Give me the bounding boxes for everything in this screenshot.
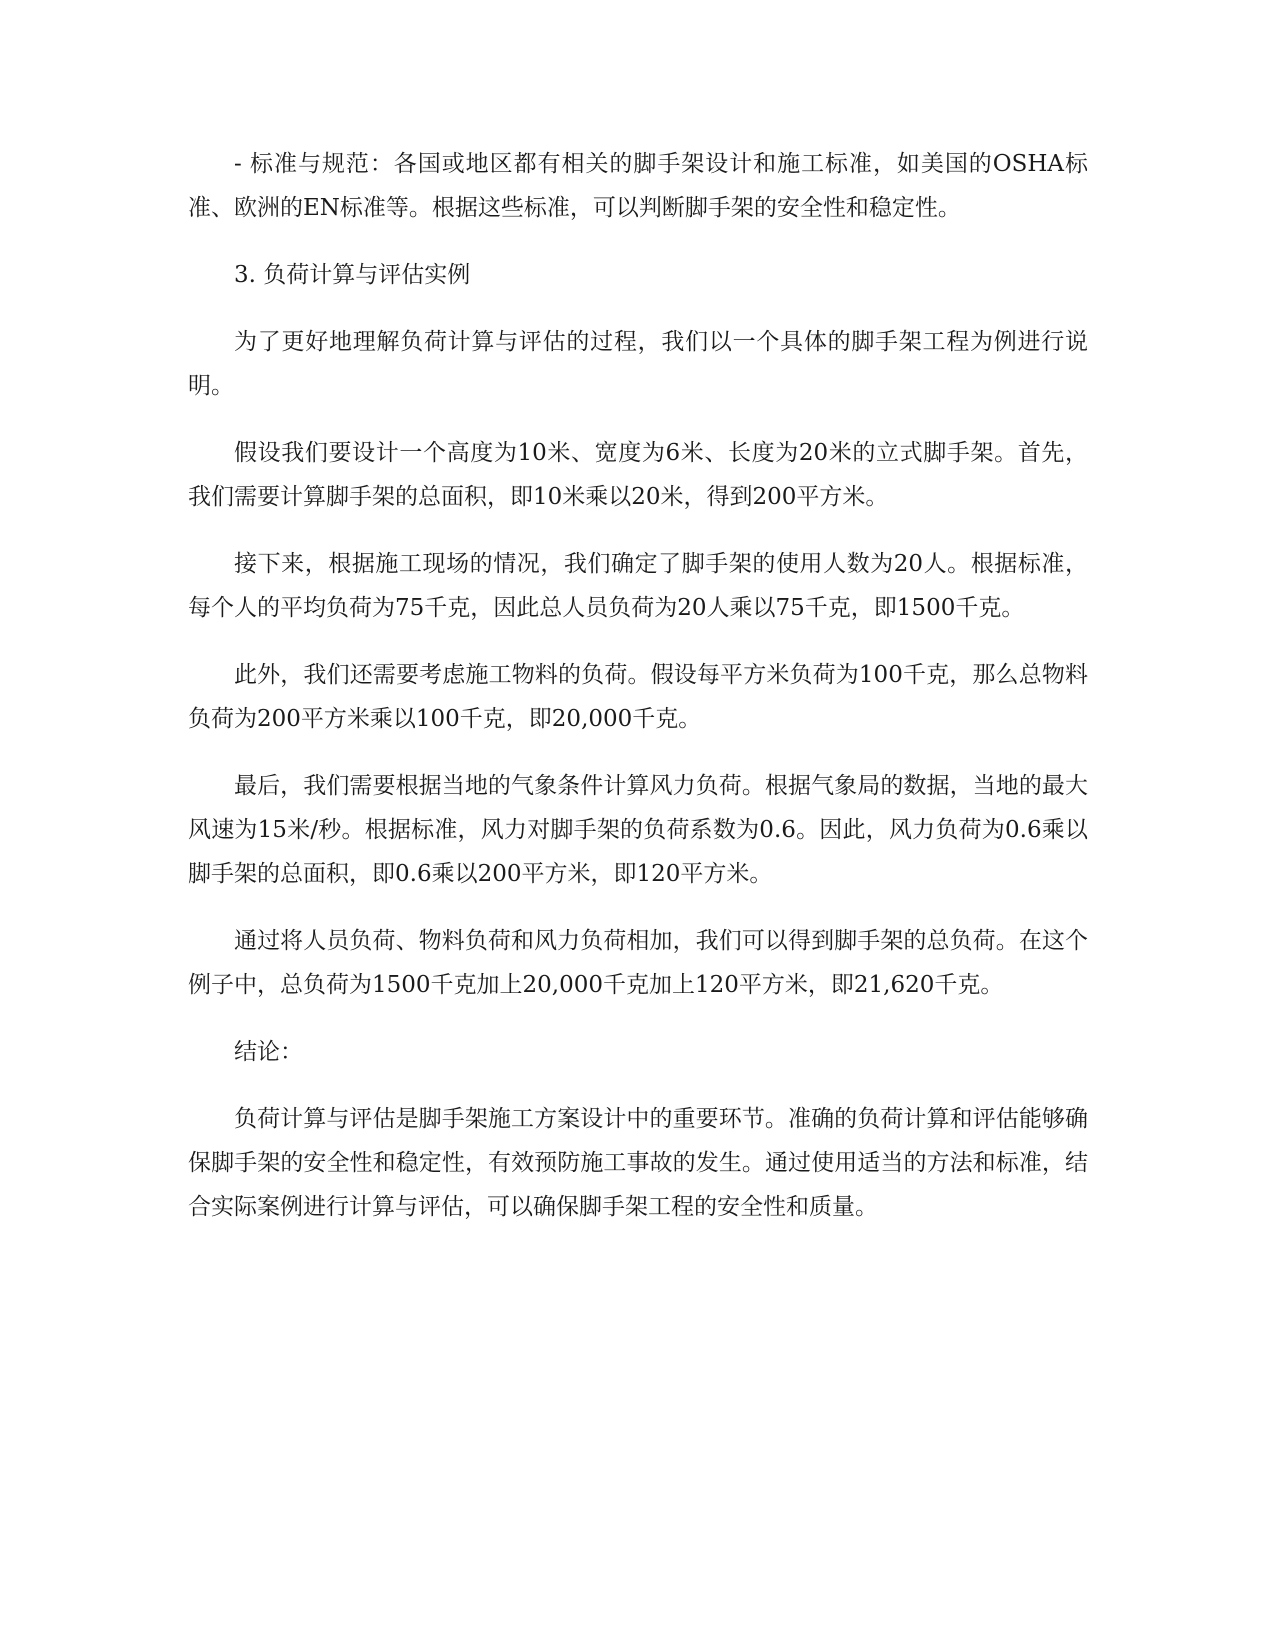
paragraph-conclusion: 负荷计算与评估是脚手架施工方案设计中的重要环节。准确的负荷计算和评估能够确保脚手架的安全性和稳定性，有效预防施工事故的发生。通过使用适当的方法和标准，结合实际案例进行计算与评估，可以确保脚手架工程的安全性和质量。: [188, 1106, 1088, 1220]
paragraph-standards: - 标准与规范：各国或地区都有相关的脚手架设计和施工标准，如美国的OSHA标准、欧洲的EN标准等。根据这些标准，可以判断脚手架的安全性和稳定性。: [188, 151, 1088, 221]
paragraph-wind-load: 最后，我们需要根据当地的气象条件计算风力负荷。根据气象局的数据，当地的最大风速为15米/秒。根据标准，风力对脚手架的负荷系数为0.6。因此，风力负荷为0.6乘以脚手架的总面积，即0.6乘以200平方米，即120平方米。: [188, 773, 1088, 887]
paragraph-material-load: 此外，我们还需要考虑施工物料的负荷。假设每平方米负荷为100千克，那么总物料负荷为200平方米乘以100千克，即20,000千克。: [188, 662, 1088, 732]
document-body: [188, 142, 1088, 1252]
paragraph-total-load: 通过将人员负荷、物料负荷和风力负荷相加，我们可以得到脚手架的总负荷。在这个例子中，总负荷为1500千克加上20,000千克加上120平方米，即21,620千克。: [188, 928, 1088, 998]
conclusion-heading: 结论：: [234, 1039, 303, 1065]
paragraph-dimensions: 假设我们要设计一个高度为10米、宽度为6米、长度为20米的立式脚手架。首先，我们需要计算脚手架的总面积，即10米乘以20米，得到200平方米。: [188, 440, 1088, 510]
section-heading-example: 3. 负荷计算与评估实例: [234, 262, 471, 288]
paragraph-intro: 为了更好地理解负荷计算与评估的过程，我们以一个具体的脚手架工程为例进行说明。: [188, 329, 1088, 399]
paragraph-personnel-load: 接下来，根据施工现场的情况，我们确定了脚手架的使用人数为20人。根据标准，每个人的平均负荷为75千克，因此总人员负荷为20人乘以75千克，即1500千克。: [188, 551, 1088, 621]
